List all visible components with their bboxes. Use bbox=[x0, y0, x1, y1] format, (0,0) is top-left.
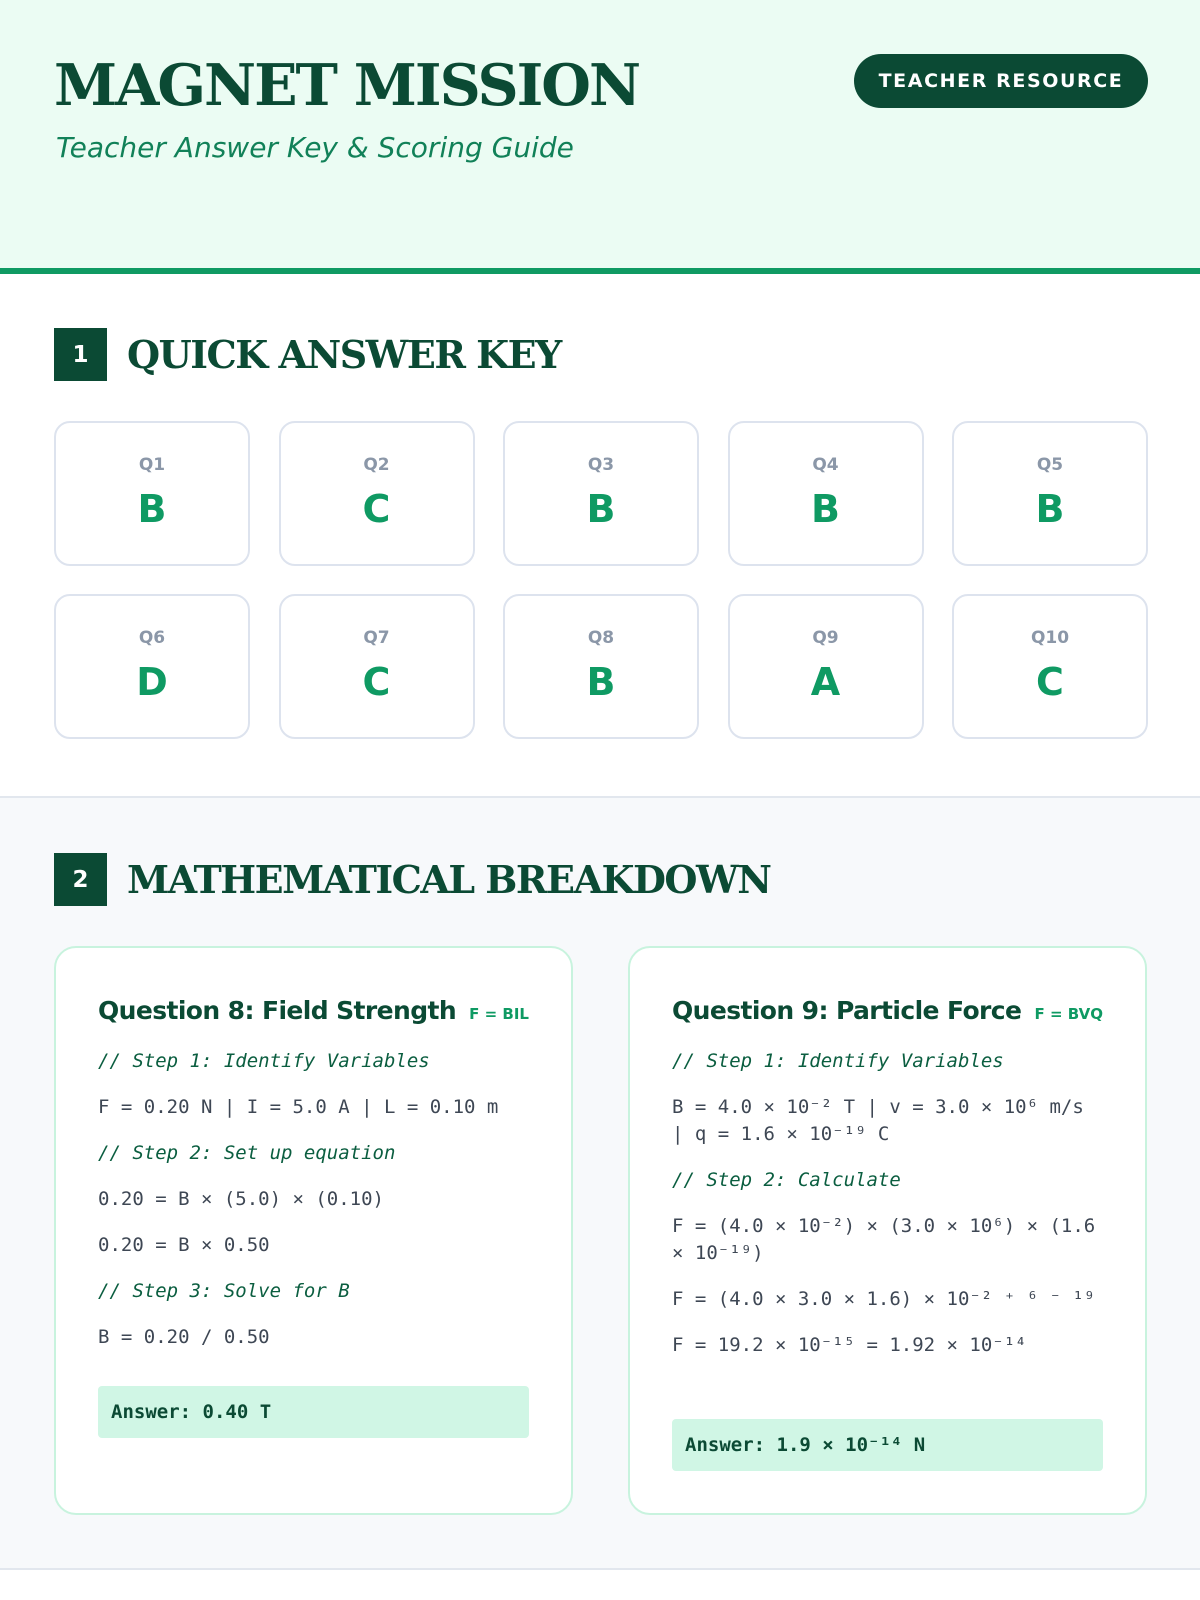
panel-title: Question 9: Particle Force bbox=[672, 996, 1022, 1025]
answer-box: Answer: 0.40 T bbox=[98, 1386, 529, 1438]
question-label: Q10 bbox=[1030, 628, 1070, 648]
step-line: 0.20 = B × (5.0) × (0.10) bbox=[98, 1188, 384, 1210]
answer-card-q1 bbox=[54, 421, 250, 566]
answer-card-q4 bbox=[728, 421, 924, 566]
question-label: Q7 bbox=[363, 628, 390, 648]
answer-card-q10 bbox=[952, 594, 1148, 739]
question-8-panel bbox=[54, 946, 573, 1515]
teacher-resource-badge: TEACHER RESOURCE bbox=[854, 54, 1148, 108]
step-comment: // Step 3: Solve for B bbox=[98, 1280, 350, 1302]
panel-header bbox=[672, 996, 1103, 1025]
section-1-number: 1 bbox=[54, 328, 107, 381]
answer-card-q8 bbox=[503, 594, 699, 739]
section-1-title: QUICK ANSWER KEY bbox=[127, 332, 561, 377]
formula-label: F = BIL bbox=[469, 1005, 529, 1023]
question-9-panel bbox=[628, 946, 1147, 1515]
question-label: Q4 bbox=[812, 455, 839, 475]
step-comment: // Step 1: Identify Variables bbox=[672, 1050, 1004, 1072]
answer-letter: C bbox=[1036, 660, 1064, 704]
answer-card-q9 bbox=[728, 594, 924, 739]
question-label: Q9 bbox=[812, 628, 839, 648]
page-title: MAGNET MISSION bbox=[54, 52, 640, 119]
answer-card-q2 bbox=[279, 421, 475, 566]
step-comment: // Step 2: Set up equation bbox=[98, 1142, 396, 1164]
step-line: F = (4.0 × 10⁻²) × (3.0 × 10⁶) × (1.6 × 10⁻¹⁹) bbox=[672, 1215, 1107, 1264]
question-label: Q8 bbox=[587, 628, 615, 648]
answer-card-q6 bbox=[54, 594, 250, 739]
answer-card-q5 bbox=[952, 421, 1148, 566]
question-label: Q3 bbox=[587, 455, 615, 475]
solution-steps bbox=[672, 1048, 1107, 1378]
question-label: Q1 bbox=[138, 455, 166, 475]
question-label: Q6 bbox=[138, 628, 166, 648]
answer-key-grid bbox=[54, 421, 1148, 739]
step-line: B = 4.0 × 10⁻² T | v = 3.0 × 10⁶ m/s | q = 1.6 × 10⁻¹⁹ C bbox=[672, 1096, 1096, 1145]
answer-letter: B bbox=[137, 487, 167, 531]
panel-header bbox=[98, 996, 529, 1025]
step-line: B = 0.20 / 0.50 bbox=[98, 1326, 270, 1348]
section-2-heading bbox=[54, 853, 770, 906]
solution-steps bbox=[98, 1048, 529, 1370]
answer-letter: D bbox=[136, 660, 168, 704]
answer-card-q3 bbox=[503, 421, 699, 566]
step-line: F = 0.20 N | I = 5.0 A | L = 0.10 m bbox=[98, 1096, 499, 1118]
step-line: 0.20 = B × 0.50 bbox=[98, 1234, 270, 1256]
answer-letter: C bbox=[362, 487, 391, 531]
page-header bbox=[0, 0, 1200, 274]
answer-letter: B bbox=[586, 487, 616, 531]
section-2-title: MATHEMATICAL BREAKDOWN bbox=[127, 857, 771, 902]
answer-letter: A bbox=[810, 660, 841, 704]
answer-letter: B bbox=[586, 660, 616, 704]
panel-title: Question 8: Field Strength bbox=[98, 996, 457, 1025]
formula-label: F = BVQ bbox=[1034, 1005, 1103, 1023]
answer-letter: B bbox=[1035, 487, 1065, 531]
answer-letter: B bbox=[811, 487, 840, 531]
section-1-heading bbox=[54, 328, 561, 381]
page-subtitle: Teacher Answer Key & Scoring Guide bbox=[56, 131, 574, 164]
answer-letter: C bbox=[362, 660, 391, 704]
step-line: F = (4.0 × 3.0 × 1.6) × 10⁻² ⁺ ⁶ ⁻ ¹⁹ bbox=[672, 1288, 1096, 1310]
step-comment: // Step 2: Calculate bbox=[672, 1169, 901, 1191]
answer-card-q7 bbox=[279, 594, 475, 739]
answer-box: Answer: 1.9 × 10⁻¹⁴ N bbox=[672, 1419, 1103, 1471]
step-comment: // Step 1: Identify Variables bbox=[98, 1050, 430, 1072]
section-2-number: 2 bbox=[54, 853, 107, 906]
step-line: F = 19.2 × 10⁻¹⁵ = 1.92 × 10⁻¹⁴ bbox=[672, 1334, 1027, 1356]
question-label: Q2 bbox=[363, 455, 390, 475]
question-label: Q5 bbox=[1036, 455, 1064, 475]
